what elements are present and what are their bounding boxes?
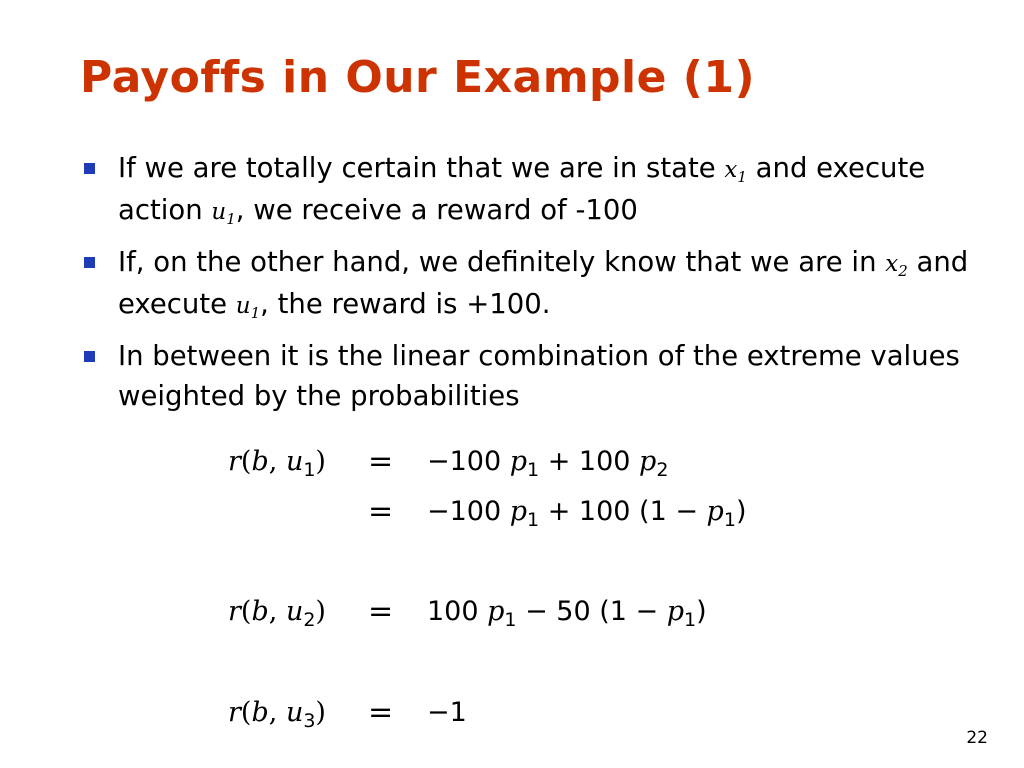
bullet-item <box>84 336 1004 416</box>
bullet-text: In between it is the linear combination of the extreme values weighted by the probabilities <box>118 340 960 412</box>
equation-lhs: r(b, $u_1$) <box>228 446 326 481</box>
bullet-text: , we receive a reward of -100 <box>235 194 638 226</box>
equation-lhs: r(b, $u_2$) <box>228 596 326 631</box>
bullet-square-icon <box>84 163 95 174</box>
bullet-square-icon <box>84 257 95 268</box>
math-variable: $x_1$ <box>724 157 747 186</box>
equation-rhs: −100 $p_1 + 100$ $p_2$ <box>427 446 669 481</box>
bullet-item <box>84 148 1004 232</box>
equals-sign: = <box>368 695 394 730</box>
slide-title: Payoffs in Our Example (1) <box>80 52 756 103</box>
bullet-text: and execute action <box>118 152 926 226</box>
equals-sign: = <box>368 594 394 629</box>
math-variable: $u_1$ <box>235 293 261 322</box>
equation-rhs: −100 $p_1 + 100$ $(1 - p_1)$ <box>427 496 747 531</box>
math-variable: $x_2$ <box>885 251 908 280</box>
bullet-list <box>84 148 1004 426</box>
bullet-square-icon <box>84 351 95 362</box>
math-variable: $u_1$ <box>211 199 236 228</box>
bullet-text: and execute <box>118 246 969 320</box>
bullet-text: If we are totally certain that we are in state <box>118 152 725 184</box>
bullet-text: , the reward is +100. <box>260 288 551 320</box>
equation-lhs: r(b, $u_3$) <box>228 697 326 732</box>
equation-rhs: −1 <box>427 697 467 728</box>
equation-rhs: 100 $p_1 - 50$ $(1 - p_1)$ <box>427 596 707 631</box>
bullet-item <box>84 242 1004 326</box>
equals-sign: = <box>368 494 394 529</box>
page-number: 22 <box>966 728 988 748</box>
bullet-text: If, on the other hand, we definitely know that we are in <box>118 246 886 278</box>
equals-sign: = <box>368 444 394 479</box>
